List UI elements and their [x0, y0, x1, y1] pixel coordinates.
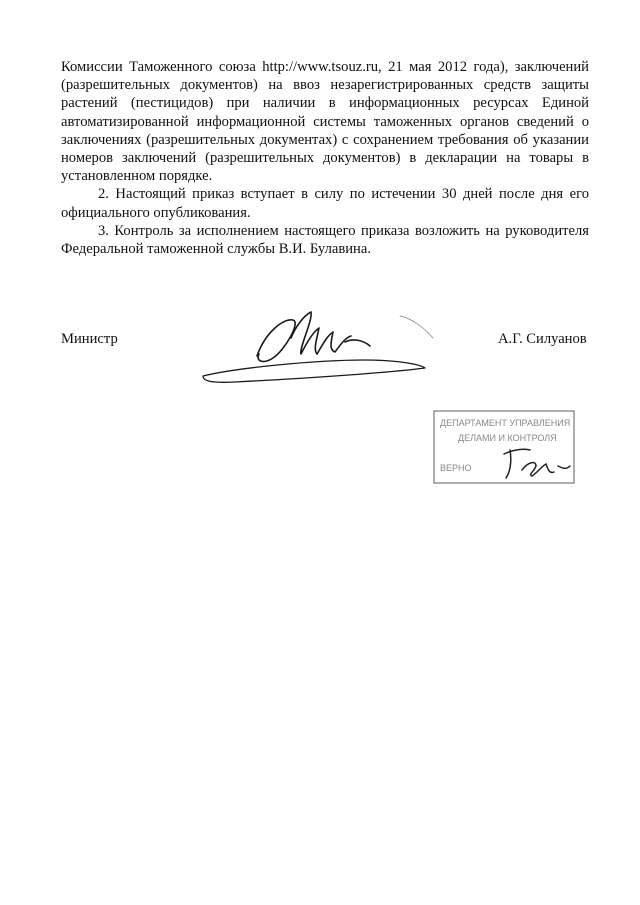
certification-stamp: [432, 408, 582, 486]
stamp-subdepartment-line: ДЕЛАМИ И КОНТРОЛЯ: [458, 433, 557, 443]
signatory-name: А.Г. Силуанов: [498, 331, 587, 347]
signatory-title: Министр: [61, 331, 118, 347]
document-body: [61, 58, 589, 258]
paragraph-item-2: 2. Настоящий приказ вступает в силу по истечении 30 дней после дня его официального опубликования.: [61, 186, 589, 221]
handwritten-signature: [195, 298, 455, 398]
stamp-department-line: ДЕПАРТАМЕНТ УПРАВЛЕНИЯ: [440, 418, 571, 428]
stamp-verified-label: ВЕРНО: [440, 463, 472, 473]
paragraph-item-3: 3. Контроль за исполнением настоящего приказа возложить на руководителя Федеральной таможенной службы В.И. Булавина.: [61, 222, 589, 258]
paragraph-continuation: Комиссии Таможенного союза http://www.tsouz.ru, 21 мая 2012 года), заключений (разрешительных документов) на ввоз незарегистрированных средств защиты растений (пестицидов) при наличии в информационных ресурсах Единой автоматизированной информационной системы таможенных органов сведений о заключениях (разрешительных документах) с сохранением требования об указании номеров заключений (разрешительных документов) в декларации на товары в установленном порядке.: [61, 59, 589, 185]
